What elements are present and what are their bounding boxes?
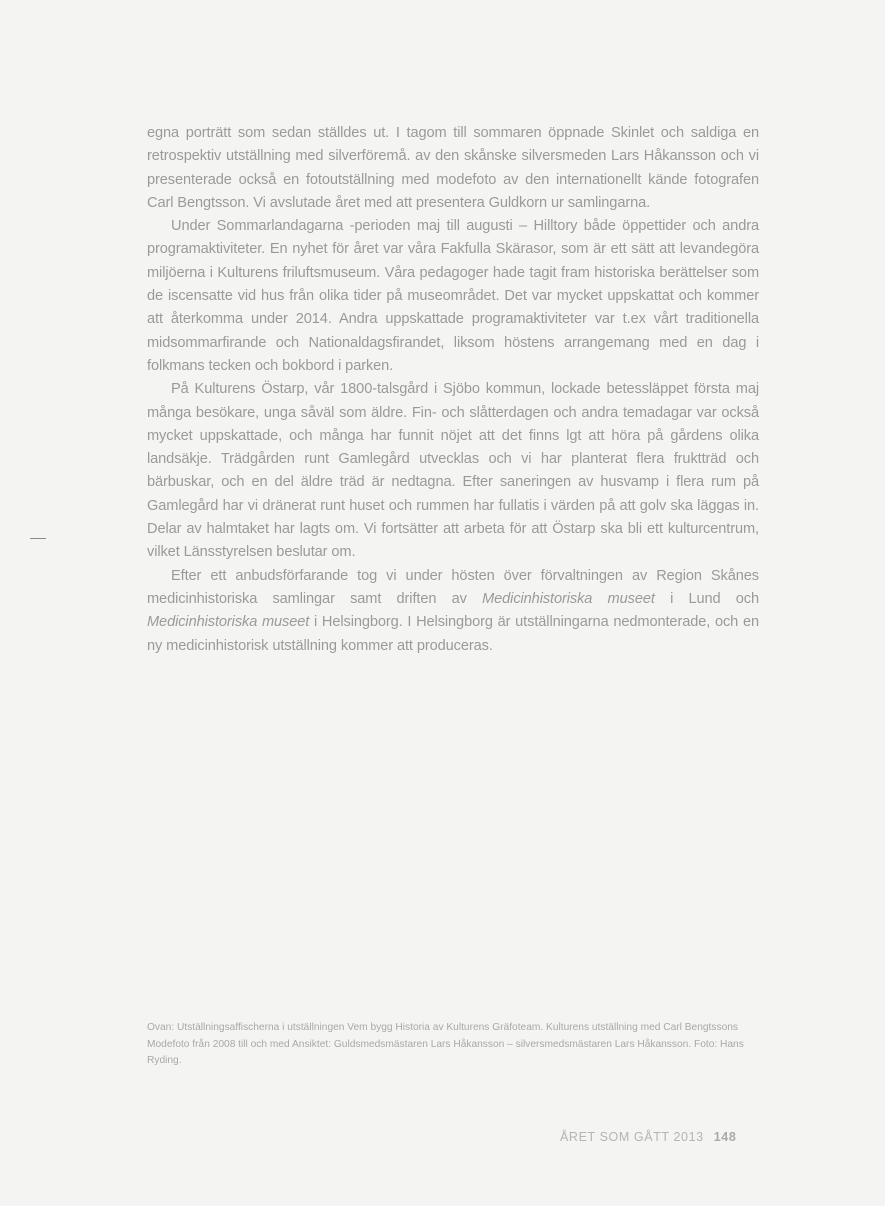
running-footer-label: ÅRET SOM GÅTT 2013 <box>560 1130 704 1144</box>
body-text <box>147 122 759 658</box>
image-caption: Ovan: Utställningsaffischerna i utställningen Vem bygg Historia av Kulturens Gräfoteam. Kulturens utställning med Carl Bengtssons Modefoto från 2008 till och med Ansiktet: Guldsmedsmästaren Lars Håkansson – silversmedsmästaren Lars Håkansson. Foto: Hans Ryding. <box>147 1022 744 1066</box>
museum-name-lund: Medicinhistoriska museet <box>482 590 655 607</box>
paragraph-3: På Kulturens Östarp, vår 1800-talsgård i Sjöbo kommun, lockade betessläppet första maj många besökare, unga såväl som äldre. Fin- och slåtterdagen och andra temadagar var också mycket uppskattade, och många har funnit nöjet att det finns lgt att höra på gårdens olika landsäkje. Trädgården runt Gamlegård utvecklas och vi har planterat flera fruktträd och bärbuskar, och en del äldre träd är nedtagna. Efter saneringen av husvamp i flera rum på Gamlegård har vi dränerat runt huset och rummen har fullatis i värden på att golv ska läggas in. Delar av halmtaket har lagts om. Vi fortsätter att arbeta för att Östarp ska bli ett kulturcentrum, vilket Länsstyrelsen beslutar om. <box>147 381 759 561</box>
paragraph-4-text-a: Efter ett anbudsförfarande tog vi under hösten över förvaltningen av Region Skånes medicinhistoriska samlingar samt driften av <box>147 567 759 607</box>
paragraph-4-text-c: i Helsingborg. I Helsingborg är utställningarna nedmonterade, och en ny medicinhistorisk utställning kommer att produceras. <box>147 614 759 654</box>
paragraph-2: Under Sommarlandagarna -perioden maj till augusti – Hilltory både öppettider och andra programaktiviteter. En nyhet för året var våra Fakfulla Skärasor, som är ett sätt att levandegöra miljöerna i Kulturens friluftsmuseum. Våra pedagoger hade tagit fram historiska berättelser som de iscensatte vid hus från olika tider på museområdet. Det var mycket uppskattat och kommer att återkomma under 2014. Andra uppskattade programaktiviteter var t.ex vårt traditionella midsommarfirande och Nationaldagsfirandet, liksom höstens arrangemang med en dag i folkmans tecken och bokbord i parken. <box>147 218 759 374</box>
page-number: 148 <box>713 1130 737 1144</box>
paragraph-4-text-b: i Lund och <box>654 590 759 607</box>
paragraph-4 <box>147 565 759 658</box>
margin-mark <box>30 538 46 539</box>
paragraph-1: egna porträtt som sedan ställdes ut. I tagom till sommaren öppnade Skinlet och saldiga en retrospektiv utställning med silverföremå. av den skånske silversmeden Lars Håkansson och vi presenterade också en fotoutställning med modefoto av den internationellt kände fotografen Carl Bengtsson. Vi avslutade året med att presentera Guldkorn ur samlingarna. <box>147 125 759 211</box>
museum-name-helsingborg: Medicinhistoriska museet <box>147 614 310 631</box>
page-footer <box>560 1130 736 1144</box>
